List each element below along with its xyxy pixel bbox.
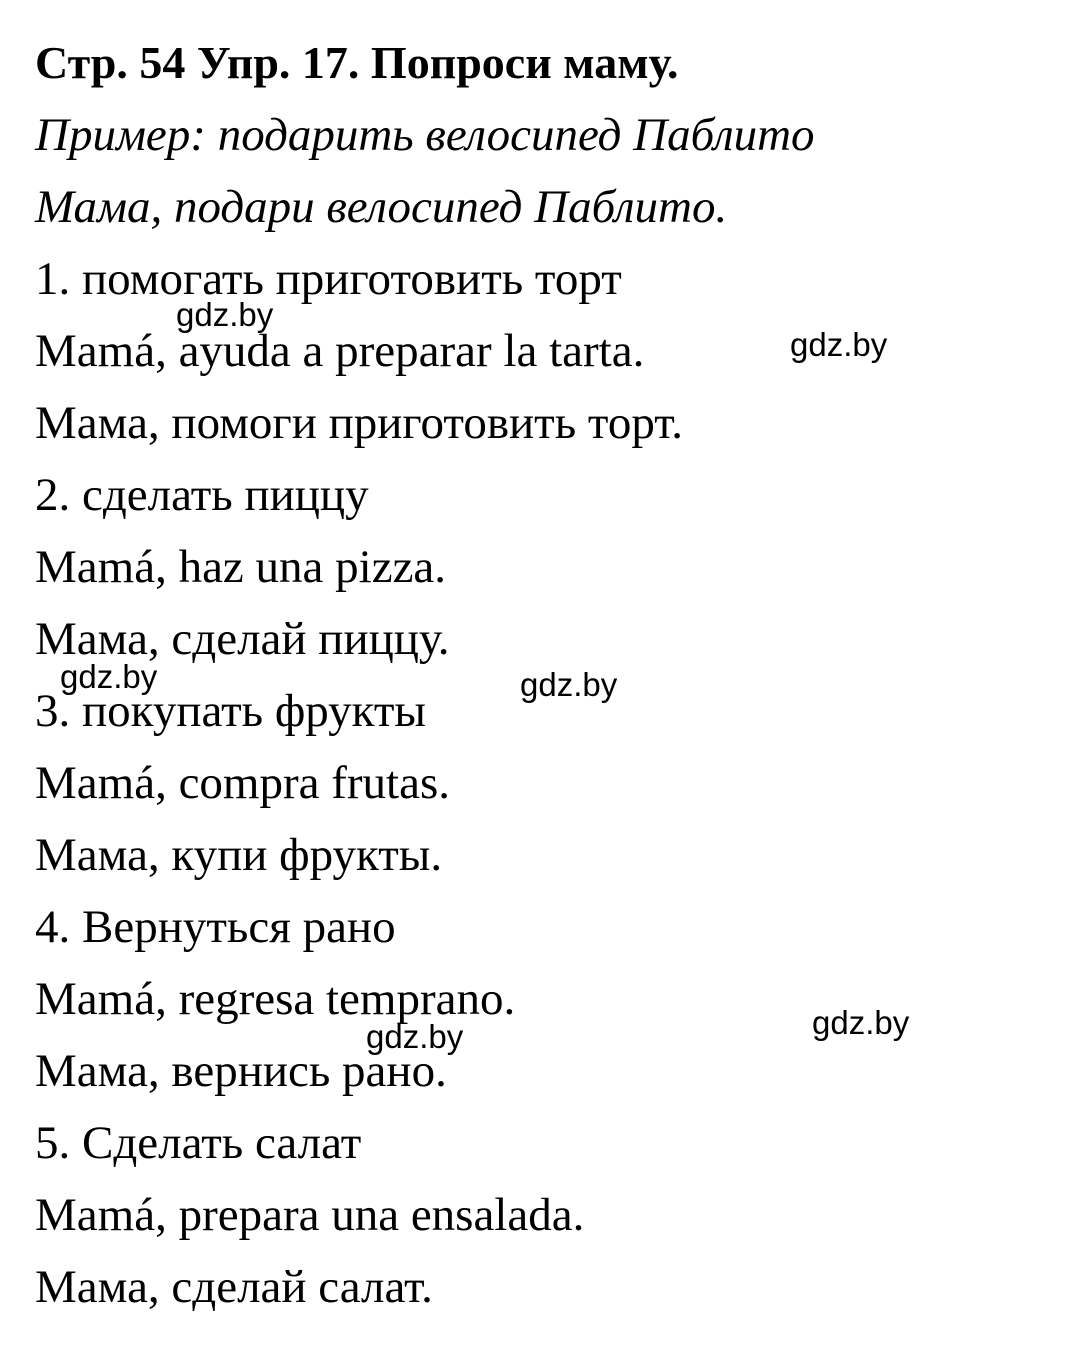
- watermark: gdz.by: [520, 666, 618, 703]
- item-2-task: 2. сделать пиццу: [35, 469, 369, 521]
- item-4-task: 4. Вернуться рано: [35, 901, 396, 953]
- item-3-task: 3. покупать фрукты: [35, 685, 427, 737]
- item-3-spanish: Mamá, compra frutas.: [35, 757, 451, 809]
- item-1-task: 1. помогать приготовить торт: [35, 253, 622, 305]
- item-5-task: 5. Сделать салат: [35, 1117, 362, 1169]
- watermark: gdz.by: [176, 296, 274, 333]
- item-1-spanish: Mamá, ayuda a preparar la tarta.: [35, 325, 645, 377]
- item-4-russian: Мама, вернись рано.: [35, 1045, 447, 1097]
- item-2-russian: Мама, сделай пиццу.: [35, 613, 450, 665]
- example-task: Пример: подарить велосипед Паблито: [35, 109, 815, 161]
- item-1-russian: Мама, помоги приготовить торт.: [35, 397, 683, 449]
- item-4-spanish: Mamá, regresa temprano.: [35, 973, 516, 1025]
- exercise-title: Стр. 54 Упр. 17. Попроси маму.: [35, 37, 679, 88]
- item-5-spanish: Mamá, prepara una ensalada.: [35, 1189, 585, 1241]
- watermark: gdz.by: [790, 326, 888, 363]
- example-answer: Мама, подари велосипед Паблито.: [35, 181, 728, 233]
- item-2-spanish: Mamá, haz una pizza.: [35, 541, 447, 593]
- item-3-russian: Мама, купи фрукты.: [35, 829, 443, 881]
- watermark: gdz.by: [60, 658, 158, 695]
- watermark: gdz.by: [366, 1018, 464, 1055]
- watermark: gdz.by: [812, 1004, 910, 1041]
- item-5-russian: Мама, сделай салат.: [35, 1261, 433, 1313]
